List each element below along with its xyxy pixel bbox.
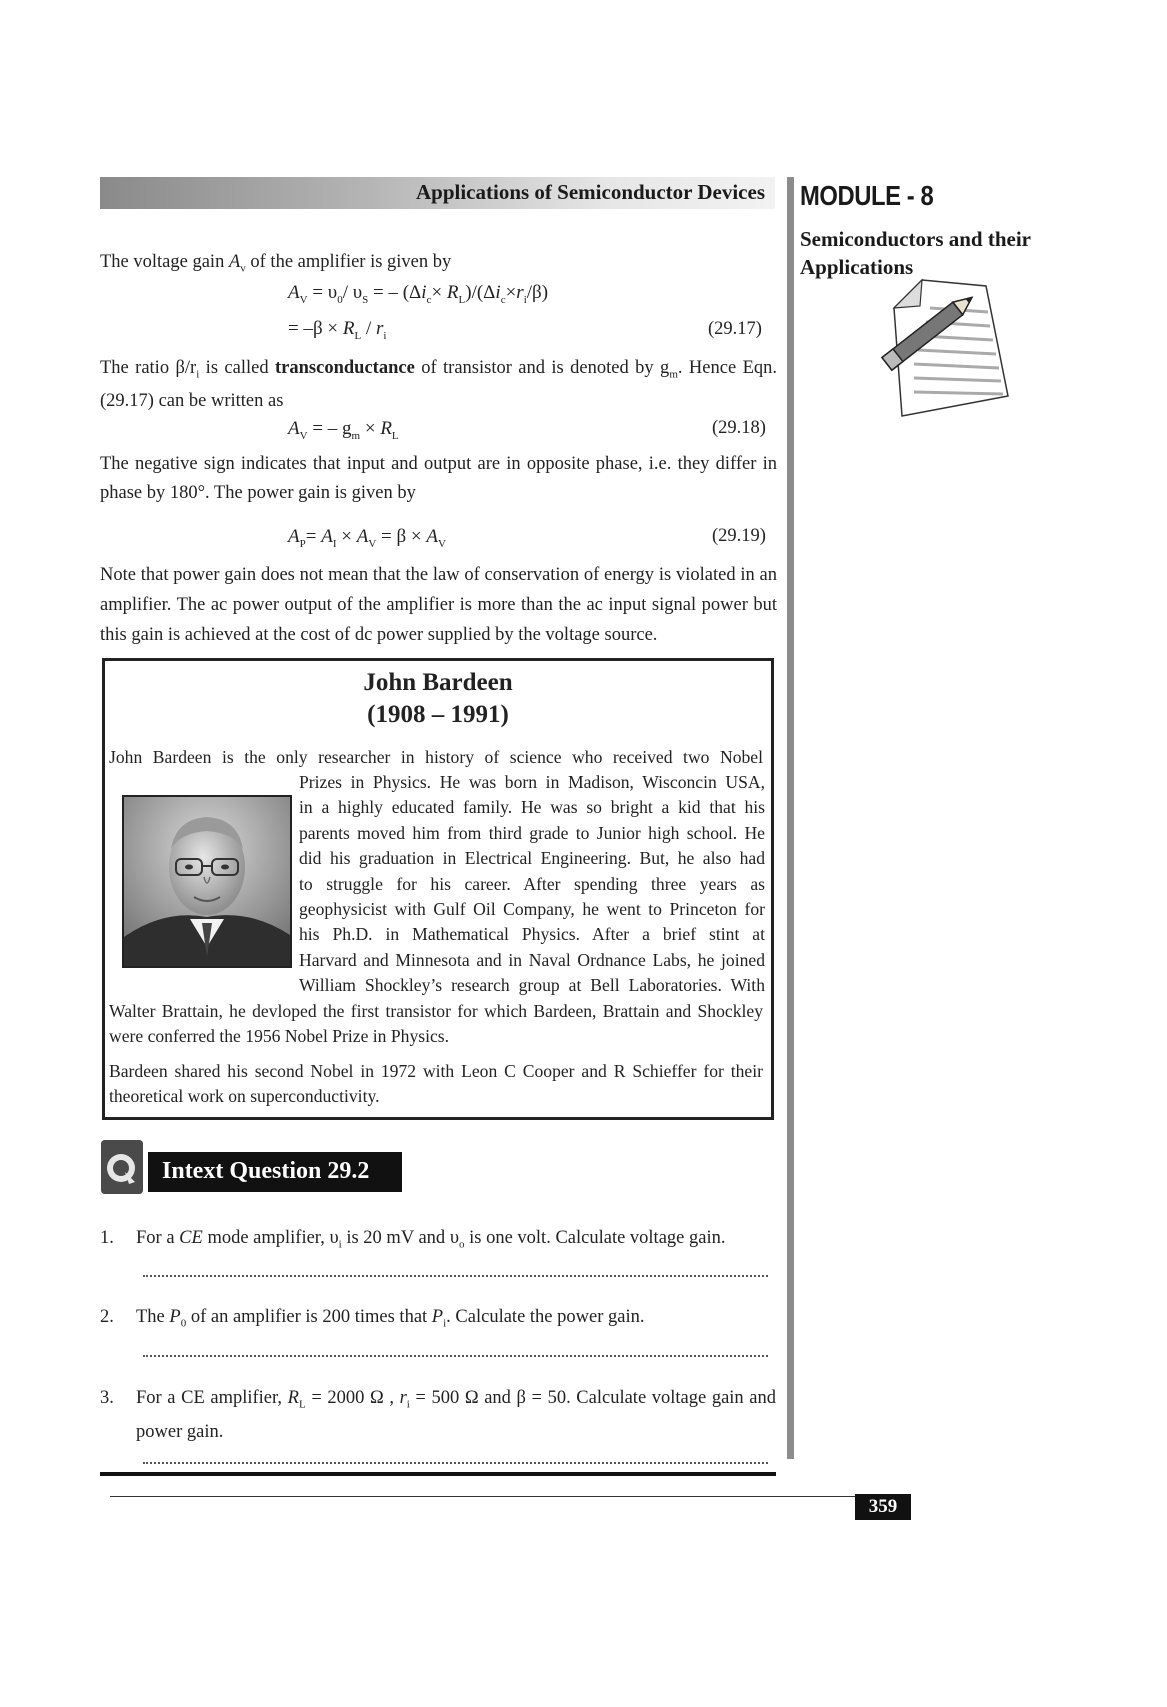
equation-voltage-gain: $A_V = \upsilon_0/$ $\upsilon_S$ = – $(\Delta i_c\times R_L)/(\Delta i_c\times r_i/\beta)$ [288,282,549,306]
biography-line: to struggle for his career. After spending three years as [299,873,765,894]
equation-number: (29.17) [708,319,762,339]
biography-line: parents moved him from third grade to Junior high school. He [299,822,765,843]
paragraph-voltage-gain: The voltage gain $A_v$ of the amplifier is given by [100,252,452,275]
biography-line: in a highly educated family. He was so bright a kid that his [299,797,765,818]
question-number: 3. [100,1388,114,1408]
biography-line: his Ph.D. in Mathematical Physics. After a brief stint at [299,924,765,945]
notepad-pencil-icon [860,268,1020,418]
equation-29-17: = $-\beta \times R_L / r_i$ [288,318,387,342]
question-number: 2. [100,1307,114,1327]
equation-29-18: $A_V$ = – $g_m \times R_L$ [288,418,399,442]
question-number: 1. [100,1228,114,1248]
answer-line [143,1355,768,1359]
page-number: 359 [855,1494,911,1520]
portrait-photo [122,795,292,968]
biography-title: John Bardeen (1908 – 1991) [363,669,513,728]
question-1: For a CE mode amplifier, $\upsilon_i$ is 20 mV and $\upsilon_o$ is one volt. Calculate voltage gain. [136,1228,726,1251]
biography-tail: Walter Brattain, he devloped the first transistor for which Bardeen, Brattain and Shockley were conferred the 1956 Nobel Prize in Physics. [109,1001,763,1047]
biography-line: did his graduation in Electrical Engineering. But, he also had [299,848,765,869]
paragraph-transconductance: The ratio $\beta/r_i$ is called transconductance of transistor and is denoted by $g_m$. Hence Eqn. (29.17) can be written as [100,358,777,411]
biography-line: John Bardeen is the only researcher in history of science who received two Nobel [109,747,763,767]
biography-line: Prizes in Physics. He was born in Madison, Wisconcin USA, [299,772,765,792]
section-end-rule [100,1472,776,1476]
paragraph-phase: The negative sign indicates that input and output are in opposite phase, i.e. they differ in phase by 180°. The power gain is given by [100,454,777,503]
biography-line: William Shockley’s research group at Bell Laboratories. With [299,975,765,996]
biography-line: Harvard and Minnesota and in Naval Ordnance Labs, he joined [299,949,765,970]
question-3: For a CE amplifier, $R_L = 2000$ Ω , $r_i = 500$ Ω and β = 50. Calculate voltage gain and power gain. [136,1388,776,1442]
equation-29-19: $A_P= A_I \times A_V = \beta \times A_V$ [288,526,446,550]
biography-wrap-text [299,770,765,999]
paragraph-power-gain-note: Note that power gain does not mean that the law of conservation of energy is violated in an amplifier. The ac power output of the amplifier is more than the ac input signal power but this gain is achieved at the cost of dc power supplied by the voltage source. [100,565,777,645]
question-icon [101,1140,143,1194]
answer-line [143,1462,768,1466]
answer-line [143,1275,768,1279]
question-2: The $P_0$ of an amplifier is 200 times that $P_i$. Calculate the power gain. [136,1307,645,1330]
module-subject: Semiconductors and their Applications [800,227,1031,279]
equation-number: (29.19) [712,526,766,546]
chapter-title: Applications of Semiconductor Devices [415,180,765,204]
module-label: MODULE - 8 [800,180,934,211]
margin-rule [787,177,794,1459]
intext-question-title: Intext Question 29.2 [148,1152,402,1192]
equation-number: (29.18) [712,418,766,438]
biography-line: geophysicist with Gulf Oil Company, he went to Princeton for [299,899,765,920]
page-header-bar [100,177,775,209]
biography-paragraph: Bardeen shared his second Nobel in 1972 with Leon C Cooper and R Schieffer for their theoretical work on superconductivity. [109,1061,763,1107]
footer-rule [110,1496,855,1497]
